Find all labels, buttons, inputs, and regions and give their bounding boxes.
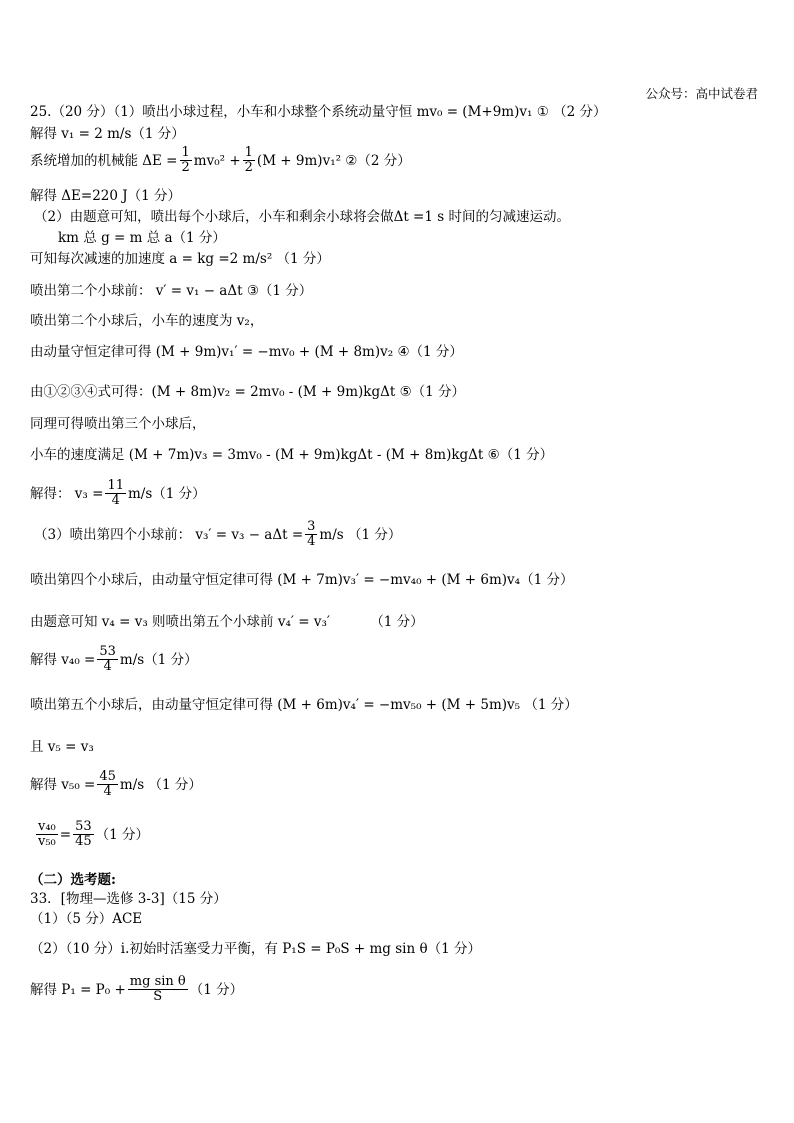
fraction-numerator: 45 <box>99 769 116 784</box>
p1-score: （1 分） <box>189 982 244 999</box>
v3-text-a: 解得： v₃ = <box>30 486 104 503</box>
fraction-denominator: 4 <box>111 493 120 509</box>
v3p-text-a: （3）喷出第四个小球前： v₃′ = v₃ − aΔt = <box>34 527 304 544</box>
elective-heading: （二）选考题: <box>30 872 116 888</box>
fraction-numerator: mg sin θ <box>129 974 186 989</box>
before-second-ball-line: 喷出第二个小球前： v′ = v₁ − aΔt ③（1 分） <box>30 283 313 299</box>
v3-fraction <box>105 479 126 509</box>
ratio-lhs-fraction <box>36 820 58 850</box>
v40-text-b: m/s（1 分） <box>119 652 198 669</box>
momentum-fifth-line: 喷出第五个小球后，由动量守恒定律可得 (M + 6m)v₄′ = −mv₅₀ + (M + 5m)v₅ （1 分） <box>30 697 578 713</box>
ratio-score: （1 分） <box>95 827 150 844</box>
fraction-denominator: 45 <box>75 834 92 850</box>
solve-v3-line <box>30 479 206 509</box>
combined-eq5-line: 由①②③④式可得：(M + 8m)v₂ = 2mv₀ - (M + 9m)kgΔt ⑤（1 分） <box>30 384 466 400</box>
acceleration-line: 可知每次减速的加速度 a = kg =2 m/s² （1 分） <box>30 251 330 267</box>
momentum-fourth-line: 喷出第四个小球后，由动量守恒定律可得 (M + 7m)v₃′ = −mv₄₀ + (M + 6m)v₄（1 分） <box>30 572 574 588</box>
q33-part2-line: （2）（10 分）i.初始时活塞受力平衡，有 P₁S = P₀S + mg sin θ（1 分） <box>30 941 481 957</box>
fraction-numerator: 3 <box>307 519 316 534</box>
after-second-ball-line: 喷出第二个小球后，小车的速度为 v₂， <box>30 313 264 329</box>
fraction-denominator: 4 <box>103 659 112 675</box>
v40-text-a: 解得 v₄₀ = <box>30 652 96 669</box>
momentum-eq4-line: 由动量守恒定律可得 (M + 9m)v₁′ = −mv₀ + (M + 8m)v₂ ④（1 分） <box>30 344 463 360</box>
part3-v3prime-line <box>34 520 401 550</box>
v4-text: 由题意可知 v₄ = v₃ 则喷出第五个小球前 v₄′ = v₃′ <box>30 614 330 630</box>
energy-text-b: mv₀² + <box>193 153 241 170</box>
solve-energy-line: 解得 ΔE=220 J（1 分） <box>30 188 182 204</box>
v3p-fraction <box>305 520 317 550</box>
solve-v1-line: 解得 v₁ = 2 m/s（1 分） <box>30 126 185 142</box>
ratio-equals: = <box>59 827 72 844</box>
v50-text-a: 解得 v₅₀ = <box>30 777 96 794</box>
watermark: 公众号：高中试卷君 <box>645 86 758 101</box>
energy-text-c: (M + 9m)v₁² ②（2 分） <box>256 153 411 170</box>
newton-law-line: km 总 g = m 总 a（1 分） <box>58 230 226 246</box>
half-fraction <box>243 146 255 176</box>
solve-v40-line <box>30 645 198 675</box>
fraction-denominator: v₅₀ <box>38 834 56 850</box>
energy-equation-line <box>30 146 411 176</box>
fraction-denominator: 4 <box>103 784 112 800</box>
v50-fraction <box>97 770 118 800</box>
v5-equals-v3-line: 且 v₅ = v₃ <box>30 739 94 755</box>
q33-part1-line: （1）（5 分）ACE <box>30 911 143 927</box>
v50-text-b: m/s （1 分） <box>119 777 202 794</box>
solve-v50-line <box>30 770 202 800</box>
eq6-line: 小车的速度满足 (M + 7m)v₃ = 3mv₀ - (M + 9m)kgΔt - (M + 8m)kgΔt ⑥（1 分） <box>30 447 554 463</box>
q25-part1-line: 25.（20 分）（1）喷出小球过程，小车和小球整个系统动量守恒 mv₀ = (M+9m)v₁ ① （2 分） <box>30 104 607 120</box>
fraction-denominator: 2 <box>181 160 190 176</box>
fraction-numerator: v₄₀ <box>38 819 56 834</box>
v40-fraction <box>97 645 118 675</box>
fraction-numerator: 1 <box>244 145 253 160</box>
q33-heading: 33．[物理—选修 3-3]（15 分） <box>30 891 227 907</box>
fraction-denominator: 2 <box>244 160 253 176</box>
fraction-numerator: 11 <box>107 478 124 493</box>
energy-text-a: 系统增加的机械能 ΔE = <box>30 153 178 170</box>
third-ball-line: 同理可得喷出第三个小球后， <box>30 416 206 432</box>
v3-text-b: m/s（1 分） <box>127 486 206 503</box>
v3p-text-b: m/s （1 分） <box>319 527 402 544</box>
p1-fraction <box>128 975 188 1005</box>
ratio-line <box>34 820 149 850</box>
fraction-denominator: S <box>153 989 163 1005</box>
fraction-denominator: 4 <box>307 534 316 550</box>
p1-text-a: 解得 P₁ = P₀ + <box>30 982 126 999</box>
fraction-numerator: 53 <box>99 644 116 659</box>
part2-intro-line: （2）由题意可知，喷出每个小球后，小车和剩余小球将会做Δt =1 s 时间的匀减速运动。 <box>34 209 570 225</box>
v4-score: （1 分） <box>370 614 424 630</box>
fraction-numerator: 53 <box>75 819 92 834</box>
half-fraction <box>180 146 192 176</box>
ratio-rhs-fraction <box>73 820 94 850</box>
fraction-numerator: 1 <box>181 145 190 160</box>
v4-equals-v3-line <box>30 614 424 630</box>
solve-p1-line <box>30 975 243 1005</box>
